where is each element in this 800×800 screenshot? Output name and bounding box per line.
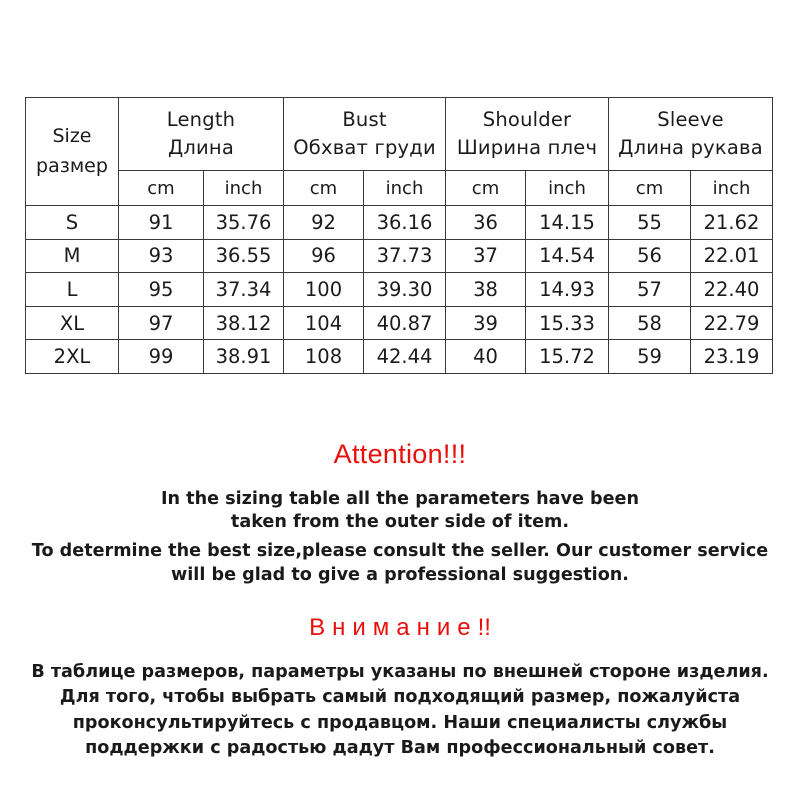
cell-shoulder-cm: 36 xyxy=(446,206,526,240)
unit-header-shoulder-cm: cm xyxy=(446,171,526,206)
cell-shoulder-inch: 15.72 xyxy=(526,340,609,374)
cell-shoulder-cm: 40 xyxy=(446,340,526,374)
unit-header-shoulder-inch: inch xyxy=(526,171,609,206)
attention-heading-en: Attention!!! xyxy=(333,439,467,469)
column-group-bust-en: Bust xyxy=(342,108,387,132)
cell-length-inch: 38.91 xyxy=(204,340,284,374)
cell-bust-inch: 42.44 xyxy=(364,340,446,374)
notice-line: In the sizing table all the parameters have been xyxy=(160,488,640,509)
table-row xyxy=(26,306,773,340)
notice-line: проконсультируйтесь с продавцом. Наши специалисты службы xyxy=(72,712,728,733)
column-header-size xyxy=(26,98,119,206)
cell-sleeve-cm: 57 xyxy=(609,273,691,307)
cell-length-cm: 95 xyxy=(119,273,204,307)
cell-length-cm: 99 xyxy=(119,340,204,374)
notice-line: taken from the outer side of item. xyxy=(230,512,570,533)
cell-shoulder-inch: 14.93 xyxy=(526,273,609,307)
notice-line: Для того, чтобы выбрать самый подходящий размер, пожалуйста xyxy=(59,687,741,708)
column-group-sleeve-en: Sleeve xyxy=(657,108,724,132)
cell-length-inch: 35.76 xyxy=(204,206,284,240)
unit-header-sleeve-cm: cm xyxy=(609,171,691,206)
cell-sleeve-cm: 55 xyxy=(609,206,691,240)
cell-shoulder-cm: 37 xyxy=(446,239,526,273)
table-row xyxy=(26,239,773,273)
row-size-label: 2XL xyxy=(26,340,119,374)
attention-heading-ru-text: Внимание xyxy=(309,614,478,642)
unit-header-length-cm: cm xyxy=(119,171,204,206)
cell-bust-cm: 104 xyxy=(284,306,364,340)
attention-heading-ru-bangs: !! xyxy=(477,614,491,642)
cell-sleeve-inch: 22.01 xyxy=(691,239,773,273)
cell-bust-cm: 96 xyxy=(284,239,364,273)
notice-paragraph-en-2 xyxy=(0,540,800,587)
cell-shoulder-cm: 39 xyxy=(446,306,526,340)
column-header-size-ru: размер xyxy=(36,154,108,177)
table-header xyxy=(26,98,773,206)
cell-shoulder-cm: 38 xyxy=(446,273,526,307)
cell-sleeve-inch: 22.40 xyxy=(691,273,773,307)
notice-line: В таблице размеров, параметры указаны по внешней стороне изделия. xyxy=(31,661,769,682)
column-group-sleeve xyxy=(609,98,773,171)
unit-header-bust-cm: cm xyxy=(284,171,364,206)
unit-header-length-inch: inch xyxy=(204,171,284,206)
attention-heading-ru xyxy=(0,615,800,641)
column-group-length-en: Length xyxy=(166,108,236,132)
row-size-label: M xyxy=(26,239,119,273)
cell-bust-inch: 37.73 xyxy=(364,239,446,273)
header-row-units xyxy=(26,171,773,206)
row-size-label: XL xyxy=(26,306,119,340)
cell-bust-inch: 36.16 xyxy=(364,206,446,240)
column-group-shoulder xyxy=(446,98,609,171)
column-group-bust-ru: Обхват груди xyxy=(293,136,436,159)
column-header-size-en: Size xyxy=(52,125,92,148)
cell-length-cm: 91 xyxy=(119,206,204,240)
notice-paragraph-ru xyxy=(0,660,800,762)
cell-bust-inch: 40.87 xyxy=(364,306,446,340)
cell-sleeve-inch: 21.62 xyxy=(691,206,773,240)
notice-line: will be glad to give a professional suggestion. xyxy=(171,564,629,585)
table-body xyxy=(26,206,773,374)
unit-header-bust-inch: inch xyxy=(364,171,446,206)
cell-length-cm: 93 xyxy=(119,239,204,273)
cell-shoulder-inch: 15.33 xyxy=(526,306,609,340)
size-chart-container xyxy=(25,97,772,374)
header-row-groups xyxy=(26,98,773,171)
column-group-sleeve-ru: Длина рукава xyxy=(618,136,763,159)
cell-sleeve-inch: 22.79 xyxy=(691,306,773,340)
cell-sleeve-cm: 56 xyxy=(609,239,691,273)
cell-length-inch: 37.34 xyxy=(204,273,284,307)
notice-paragraph-en-1 xyxy=(0,488,800,535)
table-row xyxy=(26,340,773,374)
cell-sleeve-cm: 59 xyxy=(609,340,691,374)
cell-bust-cm: 108 xyxy=(284,340,364,374)
size-chart-table xyxy=(25,97,773,374)
column-group-bust xyxy=(284,98,446,171)
notice-block xyxy=(0,440,800,762)
notice-line: поддержки с радостью дадут Вам профессиональный совет. xyxy=(85,738,715,759)
row-size-label: L xyxy=(26,273,119,307)
cell-sleeve-cm: 58 xyxy=(609,306,691,340)
column-group-length-ru: Длина xyxy=(167,136,235,159)
column-group-shoulder-ru: Ширина плеч xyxy=(456,136,598,159)
cell-bust-inch: 39.30 xyxy=(364,273,446,307)
column-group-shoulder-en: Shoulder xyxy=(482,108,572,132)
notice-line: To determine the best size,please consult the seller. Our customer service xyxy=(31,541,769,562)
row-size-label: S xyxy=(26,206,119,240)
cell-sleeve-inch: 23.19 xyxy=(691,340,773,374)
table-row xyxy=(26,206,773,240)
table-row xyxy=(26,273,773,307)
cell-shoulder-inch: 14.54 xyxy=(526,239,609,273)
cell-bust-cm: 100 xyxy=(284,273,364,307)
cell-length-inch: 38.12 xyxy=(204,306,284,340)
cell-shoulder-inch: 14.15 xyxy=(526,206,609,240)
unit-header-sleeve-inch: inch xyxy=(691,171,773,206)
cell-length-cm: 97 xyxy=(119,306,204,340)
cell-bust-cm: 92 xyxy=(284,206,364,240)
column-group-length xyxy=(119,98,284,171)
cell-length-inch: 36.55 xyxy=(204,239,284,273)
